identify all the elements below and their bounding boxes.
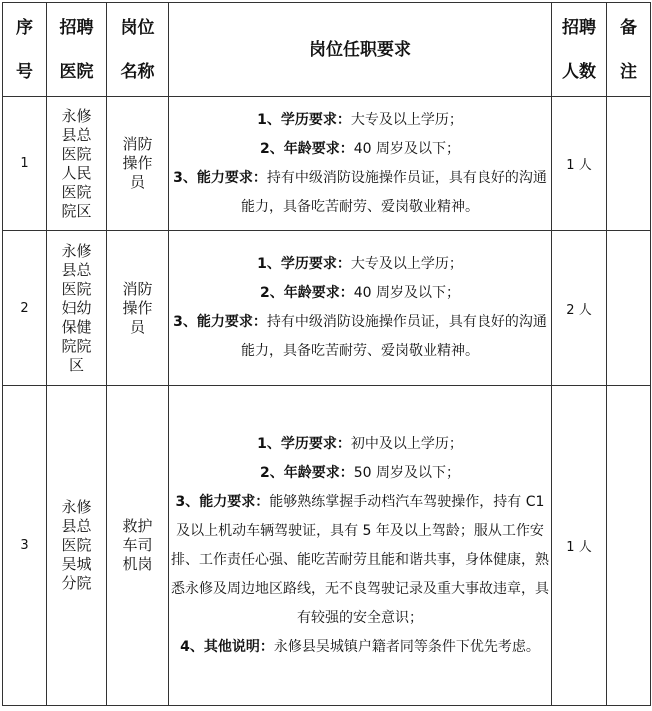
table-row: [3, 97, 651, 231]
row-seq: 1: [3, 97, 47, 231]
header-note: 备 注: [607, 3, 651, 97]
header-count: 招聘 人数: [552, 3, 607, 97]
requirement-item: 3、能力要求：持有中级消防设施操作员证，具有良好的沟通能力，具备吃苦耐劳、爱岗敬业精神。: [173, 169, 547, 215]
requirement-item: 1、学历要求：大专及以上学历；: [257, 256, 463, 272]
requirement-item: 2、年龄要求：40 周岁及以下；: [259, 285, 460, 301]
header-post: 岗位 名称: [107, 3, 169, 97]
header-hospital: 招聘 医院: [47, 3, 107, 97]
recruitment-table: [2, 2, 651, 706]
requirement-item: 2、年龄要求：40 周岁及以下；: [259, 140, 460, 157]
row-requirements: [169, 386, 552, 706]
requirement-item: 2、年龄要求：50 周岁及以下；: [259, 464, 460, 481]
row-note: [607, 97, 651, 231]
row-count: 2 人: [552, 231, 607, 386]
requirement-item: 3、能力要求：持有中级消防设施操作员证，具有良好的沟通能力，具备吃苦耐劳、爱岗敬业精神。: [173, 314, 547, 359]
row-count: 1 人: [552, 97, 607, 231]
row-hospital: 永修县总医院妇幼保健院院区: [47, 231, 107, 386]
requirement-item: 1、学历要求：大专及以上学历；: [257, 111, 463, 128]
row-requirements: [169, 231, 552, 386]
table-row: [3, 231, 651, 386]
requirement-item: 4、其他说明：永修县吴城镇户籍者同等条件下优先考虑。: [180, 638, 540, 655]
header-row: [3, 3, 651, 97]
row-post: 消防操作员: [107, 97, 169, 231]
row-hospital: 永修县总医院吴城分院: [47, 386, 107, 706]
row-seq: 2: [3, 231, 47, 386]
row-post: 消防操作员: [107, 231, 169, 386]
row-post: 救护车司机岗: [107, 386, 169, 706]
header-seq: 序 号: [3, 3, 47, 97]
requirement-item: 3、能力要求：能够熟练掌握手动档汽车驾驶操作，持有 C1 及以上机动车辆驾驶证，具有 5 年及以上驾龄；服从工作安排、工作责任心强、能吃苦耐劳且能和谐共事，身体健康，熟悉永修及周边地区路线，无不良驾驶记录及重大事故违章，具有较强的安全意识；: [171, 493, 549, 626]
table-row: [3, 386, 651, 706]
requirement-item: 1、学历要求：初中及以上学历；: [257, 435, 463, 452]
row-seq: 3: [3, 386, 47, 706]
row-hospital: 永修县总医院人民医院院区: [47, 97, 107, 231]
row-count: 1 人: [552, 386, 607, 706]
row-requirements: [169, 97, 552, 231]
row-note: [607, 386, 651, 706]
row-note: [607, 231, 651, 386]
header-requirements: 岗位任职要求: [169, 3, 552, 97]
